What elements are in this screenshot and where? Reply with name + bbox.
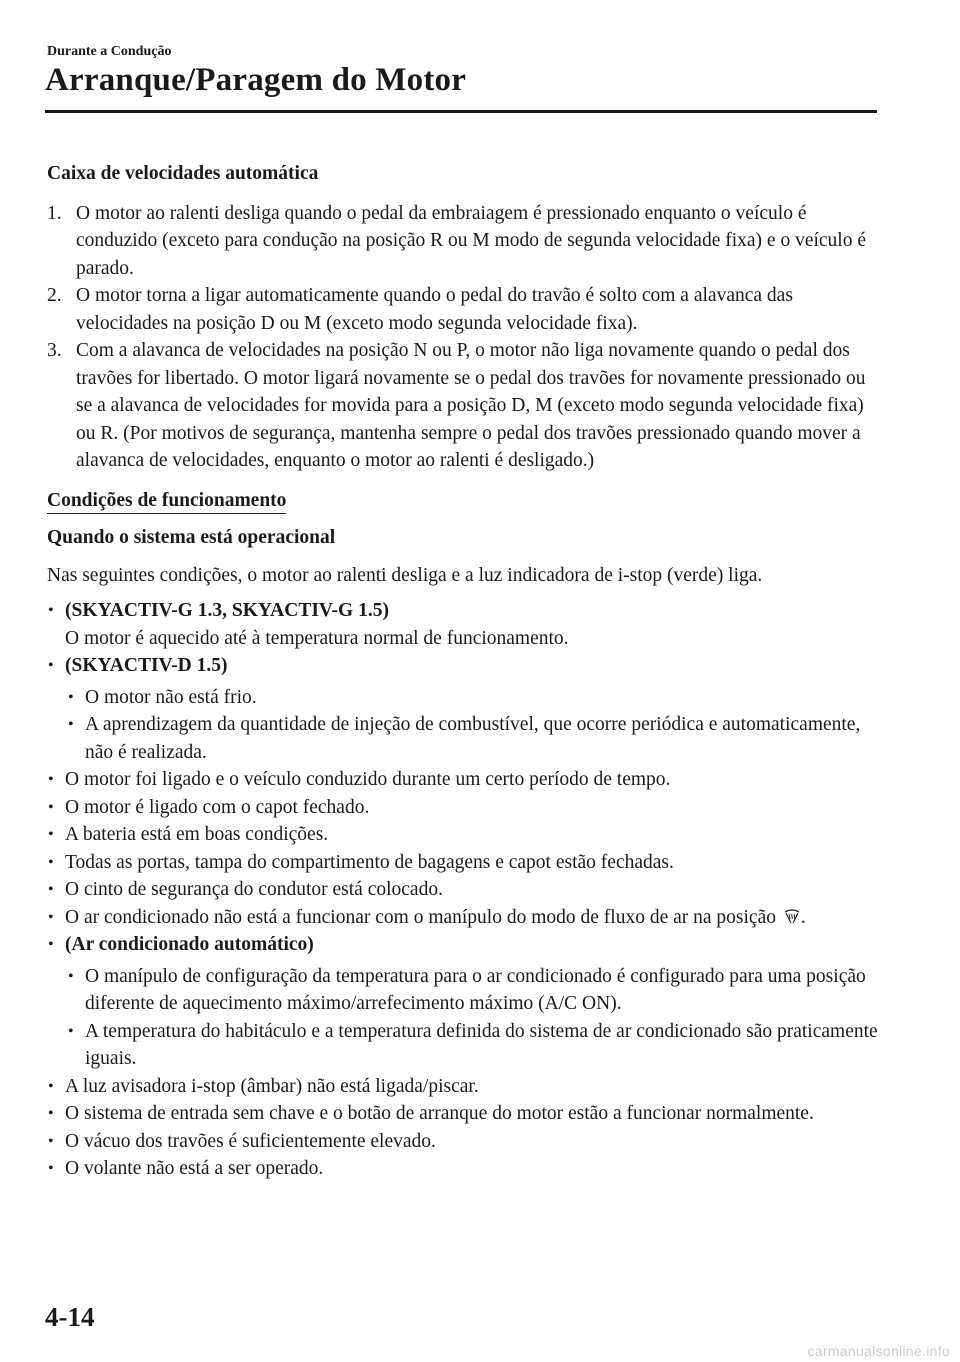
condition-text: O motor é aquecido até à temperatura normal de funcionamento. xyxy=(65,627,569,649)
condition-text: O motor é ligado com o capot fechado. xyxy=(65,796,370,818)
bullet: • xyxy=(68,1022,74,1040)
step-text: Com a alavanca de velocidades na posição N ou P, o motor não liga novamente quando o pedal dos travões for libertado. O motor ligará novamente se o pedal dos travões for novamente pressionado ou se a alavanca de velocidades for movida para a posição D, M (exceto modo segunda velocidade fixa) ou R. (Por motivos de segurança, mantenha sempre o pedal dos travões pressionado quando mover a alavanca de velocidades, enquanto o motor ao ralenti é desligado.) xyxy=(76,340,866,471)
sentence-end: . xyxy=(800,906,806,928)
condition-text: A bateria está em boas condições. xyxy=(65,824,329,845)
watermark: carmanualsonline.info xyxy=(807,1343,950,1359)
bullet: • xyxy=(48,1077,54,1095)
bullet: • xyxy=(48,881,54,898)
page-title: Arranque/Paragem do Motor xyxy=(45,62,467,98)
step-item xyxy=(47,337,882,475)
bullet: • xyxy=(68,716,74,733)
list-item xyxy=(47,849,882,877)
list-item xyxy=(47,652,882,766)
condition-text: O sistema de entrada sem chave e o botão de arranque do motor estão a funcionar normalmente. xyxy=(65,1103,814,1124)
transmission-steps xyxy=(47,200,882,475)
condition-text: O volante não está a ser operado. xyxy=(65,1158,324,1179)
engine-variant-label: (SKYACTIV-G 1.3, SKYACTIV-G 1.5) xyxy=(65,600,389,621)
list-item xyxy=(47,766,882,794)
list-item xyxy=(47,1100,882,1128)
bullet: • xyxy=(48,1132,54,1150)
sub-item xyxy=(47,1018,882,1073)
list-item xyxy=(47,794,882,822)
list-item xyxy=(47,1155,882,1183)
bullet: • xyxy=(48,853,54,871)
step-number: 3. xyxy=(47,340,62,361)
step-number: 1. xyxy=(47,202,62,224)
conditions-intro: Nas seguintes condições, o motor ao ralenti desliga e a luz indicadora de i-stop (verde) liga. xyxy=(47,564,763,586)
condition-text: O motor foi ligado e o veículo conduzido durante um certo período de tempo. xyxy=(65,769,671,790)
sub-list xyxy=(47,963,882,1073)
conditions-heading: Condições de funcionamento xyxy=(47,490,286,514)
list-item xyxy=(47,821,882,849)
step-item xyxy=(47,200,882,283)
bullet: • xyxy=(48,908,54,926)
step-text: O motor torna a ligar automaticamente quando o pedal do travão é solto com a alavanca das velocidades na posição D ou M (exceto modo segunda velocidade fixa). xyxy=(76,285,793,334)
bullet: • xyxy=(48,657,54,674)
condition-text: O motor não está frio. xyxy=(85,686,257,708)
sub-item xyxy=(47,711,882,766)
list-item xyxy=(47,597,882,652)
bullet: • xyxy=(48,936,54,953)
bullet: • xyxy=(68,688,74,706)
bullet: • xyxy=(48,602,54,619)
condition-text: O cinto de segurança do condutor está colocado. xyxy=(65,879,443,900)
page-content xyxy=(47,160,882,1183)
condition-text: O manípulo de configuração da temperatura para o ar condicionado é configurado para uma posição diferente de aquecimento máximo/arrefecimento máximo (A/C ON). xyxy=(85,965,866,1014)
bullet: • xyxy=(48,798,54,816)
step-item xyxy=(47,282,882,337)
engine-variant-label: (SKYACTIV-D 1.5) xyxy=(65,655,228,676)
bullet: • xyxy=(48,1160,54,1177)
condition-text: A aprendizagem da quantidade de injeção de combustível, que ocorre periódica e automaticamente, não é realizada. xyxy=(85,714,861,763)
sub-list xyxy=(47,684,882,767)
list-item xyxy=(47,1073,882,1101)
list-item xyxy=(47,1128,882,1156)
windshield-defroster-icon xyxy=(783,909,801,925)
conditions-subheading: Quando o sistema está operacional xyxy=(47,527,336,548)
title-rule xyxy=(45,110,877,113)
condition-text: O vácuo dos travões é suficientemente elevado. xyxy=(65,1130,436,1152)
condition-text: O ar condicionado não está a funcionar com o manípulo do modo de fluxo de ar na posição xyxy=(65,906,776,928)
condition-text: A luz avisadora i-stop (âmbar) não está ligada/piscar. xyxy=(65,1075,479,1097)
variant-label: (Ar condicionado automático) xyxy=(65,934,314,955)
transmission-heading: Caixa de velocidades automática xyxy=(47,163,319,184)
list-item xyxy=(47,931,882,1073)
page-number: 4-14 xyxy=(45,1302,95,1332)
list-item xyxy=(47,876,882,904)
list-item xyxy=(47,904,882,932)
sub-item xyxy=(47,684,882,712)
sub-item xyxy=(47,963,882,1018)
bullet: • xyxy=(48,826,54,843)
running-head: Durante a Condução xyxy=(47,44,172,59)
condition-text: A temperatura do habitáculo e a temperatura definida do sistema de ar condicionado são praticamente iguais. xyxy=(85,1020,878,1069)
bullet: • xyxy=(68,967,74,985)
bullet: • xyxy=(48,771,54,788)
conditions-list xyxy=(47,597,882,1183)
bullet: • xyxy=(48,1105,54,1122)
step-text: O motor ao ralenti desliga quando o pedal da embraiagem é pressionado enquanto o veículo é conduzido (exceto para condução na posição R ou M modo de segunda velocidade fixa) e o veículo é parado. xyxy=(76,202,867,279)
step-number: 2. xyxy=(47,285,62,306)
condition-text: Todas as portas, tampa do compartimento de bagagens e capot estão fechadas. xyxy=(65,851,674,873)
